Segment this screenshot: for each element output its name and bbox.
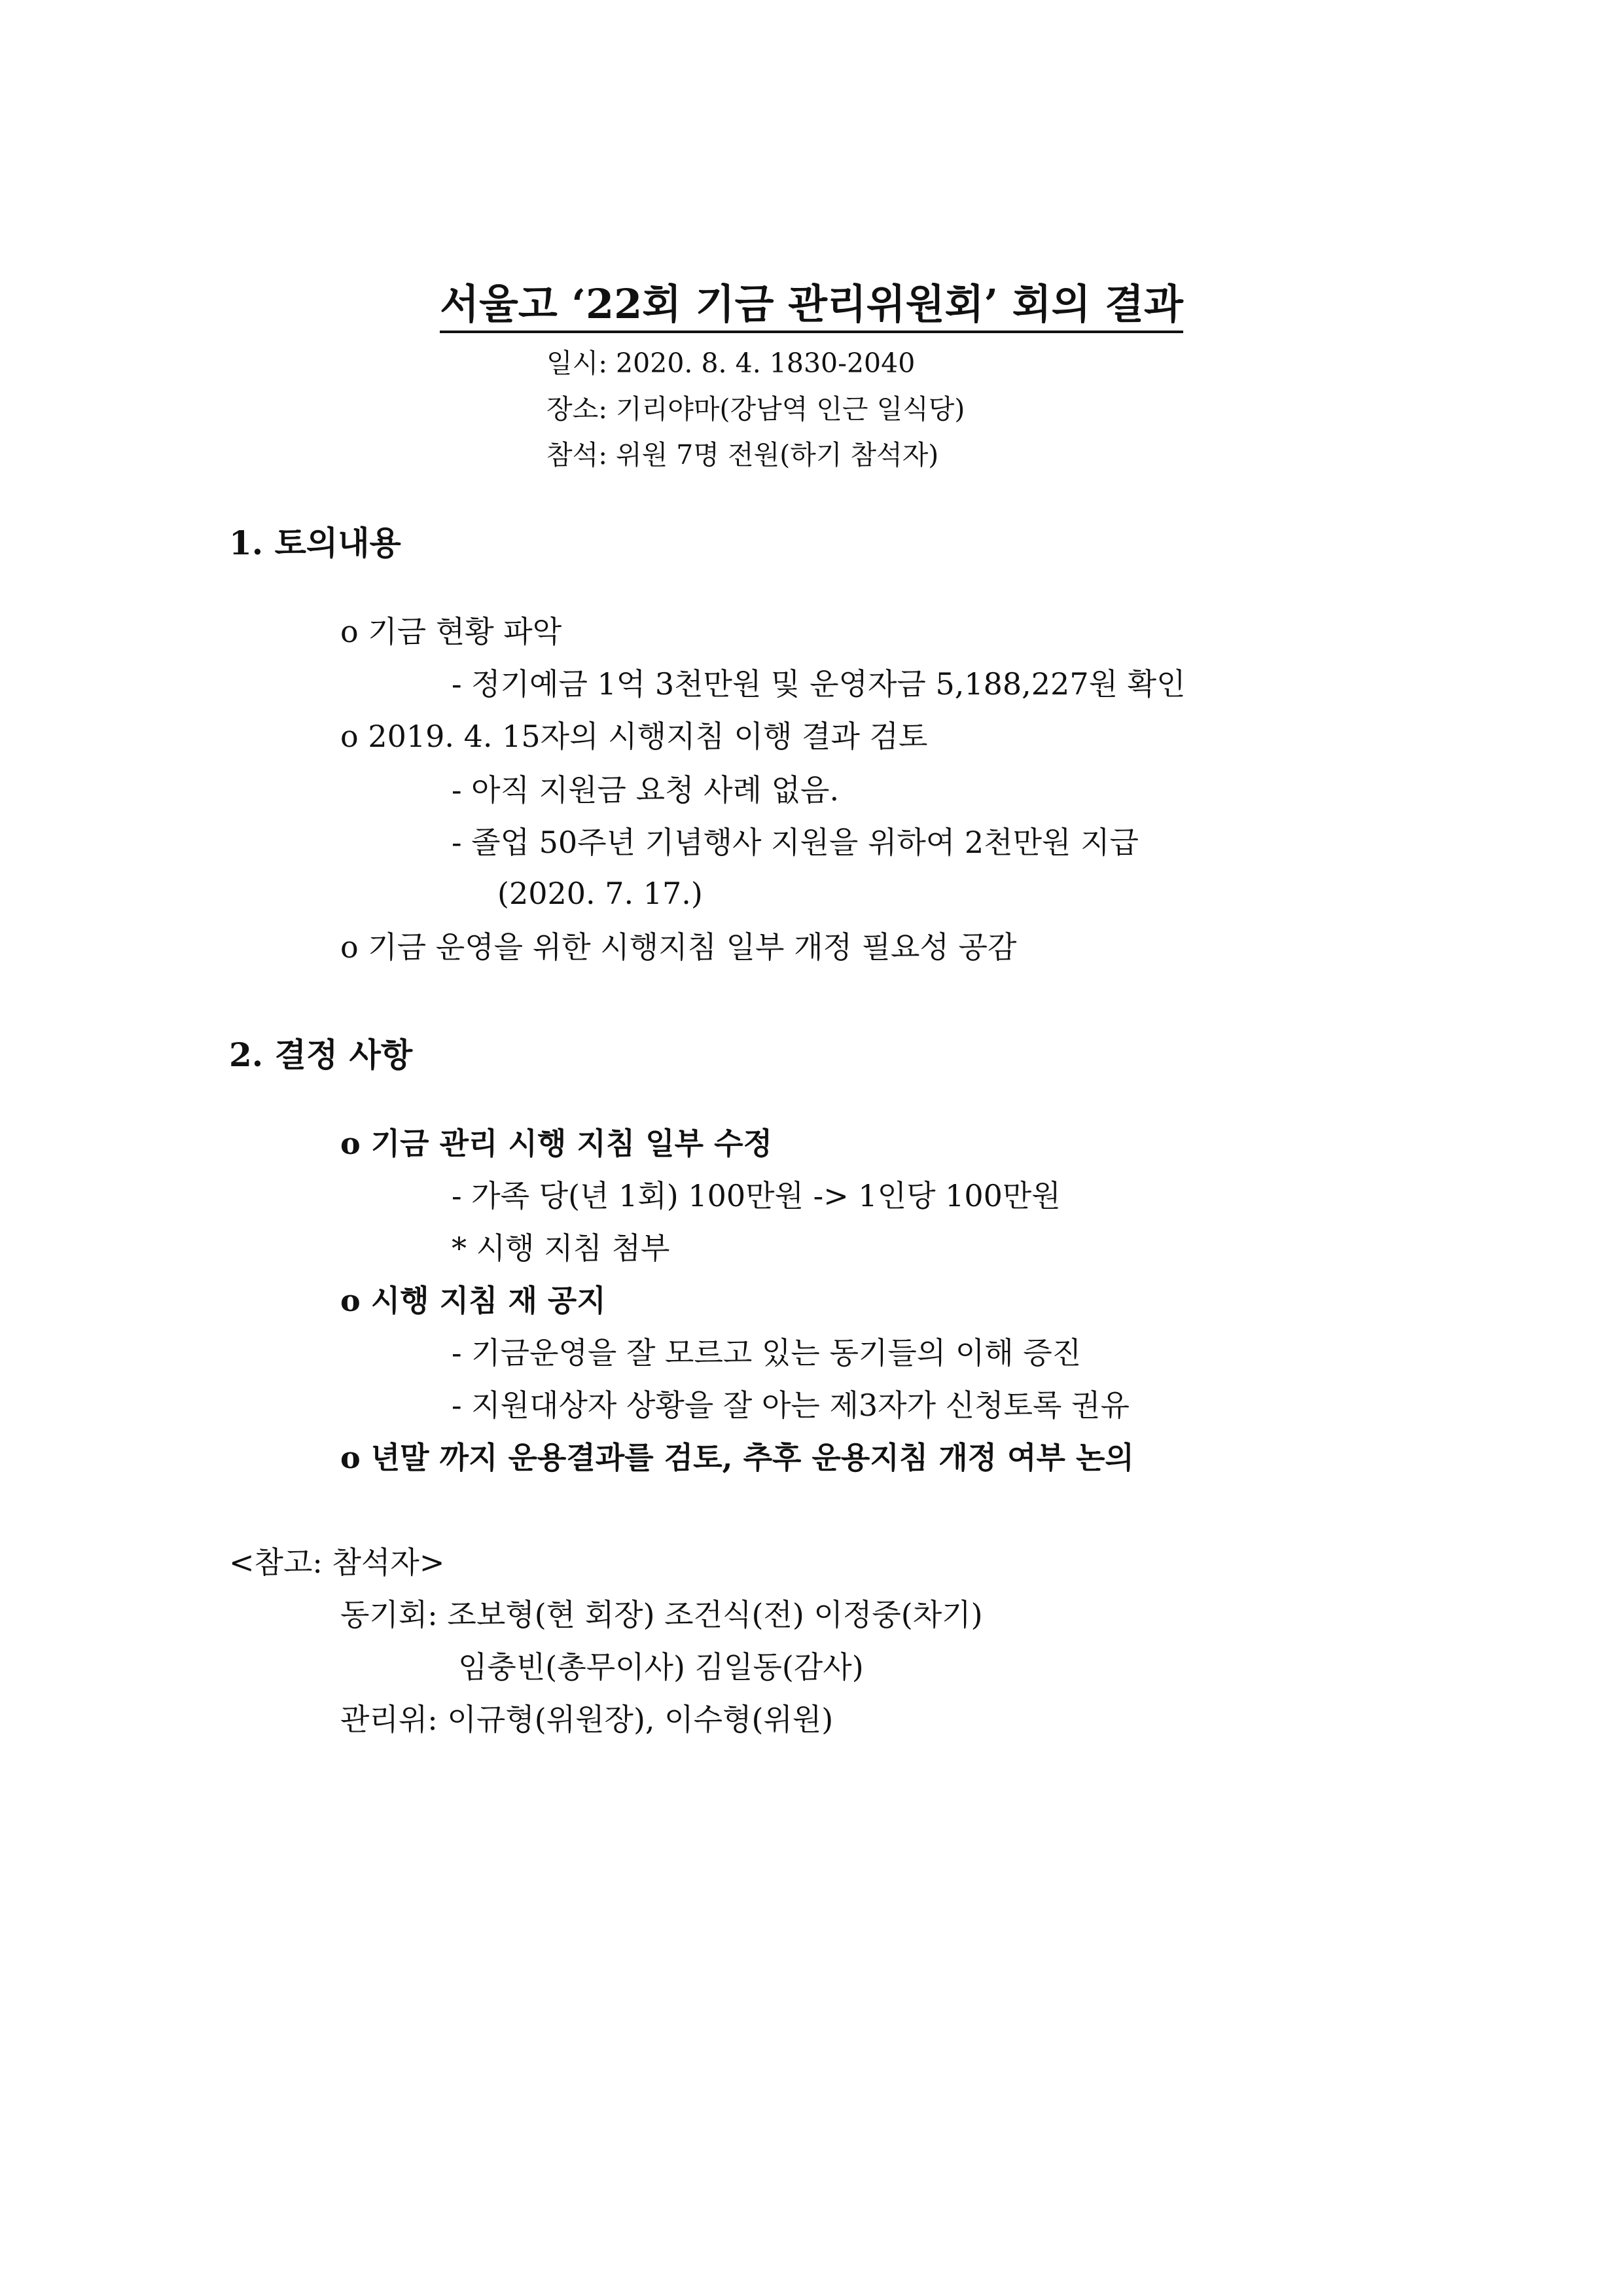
meeting-attendance: 참석: 위원 7명 전원(하기 참석자) (546, 439, 939, 471)
section1-bullet-2-detail-1: - 아직 지원금 요청 사례 없음. (452, 772, 840, 808)
reference-committee: 관리위: 이규형(위원장), 이수형(위원) (340, 1702, 834, 1737)
section1-bullet-1: o 기금 현황 파악 (340, 614, 562, 649)
section1-heading: 1. 토의내용 (229, 524, 401, 562)
section2-bullet-1-detail-1: - 가족 당(년 1회) 100만원 -> 1인당 100만원 (452, 1178, 1061, 1213)
document-title-text: 서울고 ‘22회 기금 관리위원회’ 회의 결과 (440, 280, 1183, 333)
section1-bullet-1-detail-1: - 정기예금 1억 3천만원 및 운영자금 5,188,227원 확인 (452, 666, 1186, 702)
section2-bullet-2: o 시행 지침 재 공지 (340, 1283, 606, 1318)
reference-alumni-line-1: 동기회: 조보형(현 회장) 조건식(전) 이정중(차기) (340, 1597, 983, 1632)
reference-heading: <참고: 참석자> (229, 1545, 445, 1580)
section1-bullet-3: o 기금 운영을 위한 시행지침 일부 개정 필요성 공감 (340, 929, 1017, 965)
section1-bullet-2-detail-2: - 졸업 50주년 기념행사 지원을 위하여 2천만원 지급 (452, 825, 1139, 860)
section2-bullet-3: o 년말 까지 운용결과를 검토, 추후 운용지침 개정 여부 논의 (340, 1440, 1134, 1475)
section2-bullet-2-detail-1: - 기금운영을 잘 모르고 있는 동기들의 이해 증진 (452, 1335, 1082, 1371)
section2-heading: 2. 결정 사항 (229, 1035, 413, 1074)
document-title (0, 275, 1623, 334)
meeting-date: 일시: 2020. 8. 4. 1830-2040 (546, 348, 916, 379)
section2-bullet-1: o 기금 관리 시행 지침 일부 수정 (340, 1126, 773, 1161)
section1-bullet-2-detail-2-cont: (2020. 7. 17.) (497, 876, 703, 911)
section2-bullet-1-detail-2: * 시행 지침 첨부 (452, 1230, 670, 1266)
meeting-place: 장소: 기리야마(강남역 인근 일식당) (546, 393, 965, 425)
section2-bullet-2-detail-2: - 지원대상자 상황을 잘 아는 제3자가 신청토록 권유 (452, 1388, 1130, 1423)
meeting-meta (546, 340, 965, 478)
section1-bullet-2: o 2019. 4. 15자의 시행지침 이행 결과 검토 (340, 719, 928, 754)
reference-alumni-line-2: 임충빈(총무이사) 김일동(감사) (458, 1649, 864, 1685)
